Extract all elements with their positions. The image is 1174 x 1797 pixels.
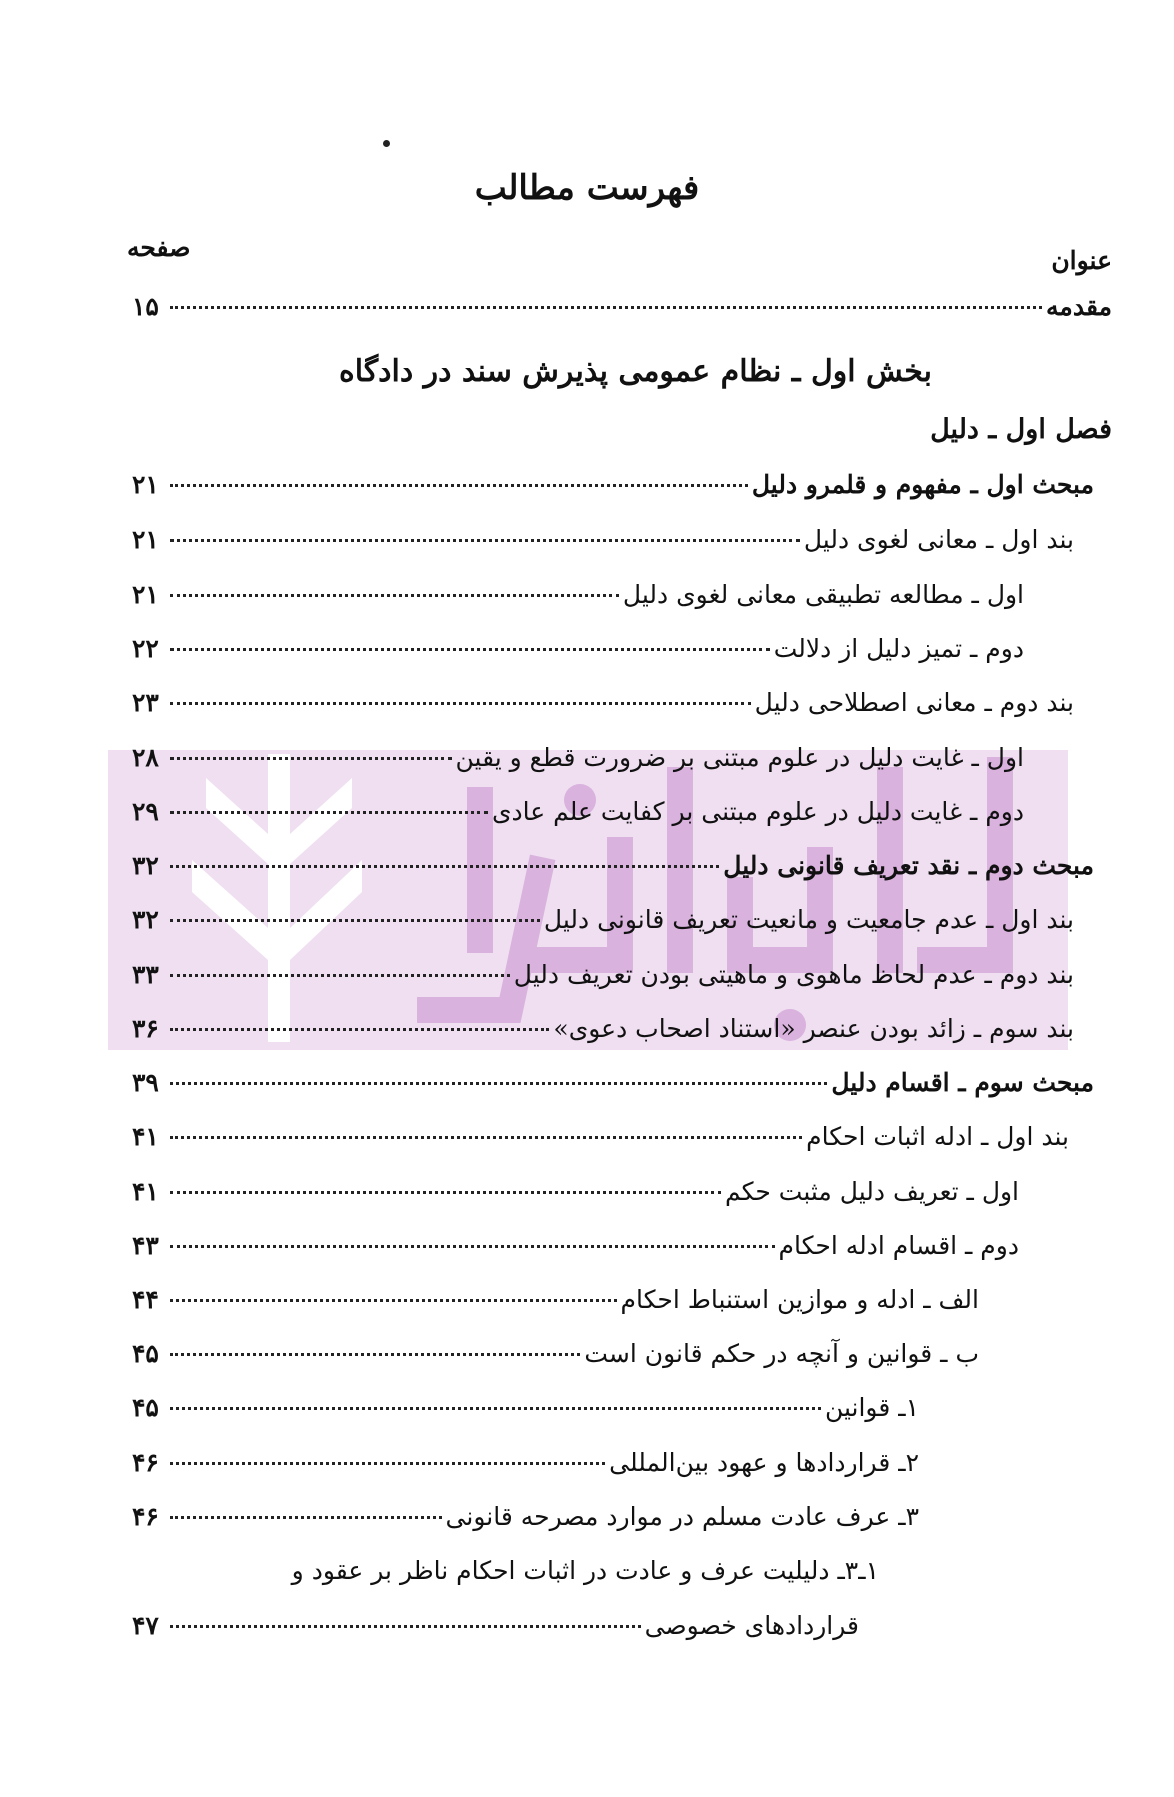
toc-row-intro xyxy=(132,292,1112,332)
toc-row xyxy=(132,580,1024,620)
toc-page-number: ۲۱ xyxy=(132,470,159,499)
dot-leader xyxy=(170,484,748,487)
toc-page-number: ۲۸ xyxy=(132,743,159,772)
toc-row xyxy=(132,634,1024,674)
toc-entry-label: مبحث دوم ـ نقد تعریف قانونی دلیل xyxy=(723,851,1094,880)
toc-row xyxy=(132,851,1094,891)
toc-entry-label: ۳ـ عرف عادت مسلم در موارد مصرحه قانونی xyxy=(445,1502,919,1531)
watermark-wordmark xyxy=(390,740,1050,1060)
toc-page-number: ۳۹ xyxy=(132,1068,159,1097)
toc-page-number: ۴۶ xyxy=(132,1448,159,1477)
dot-leader xyxy=(170,594,619,597)
toc-row-last xyxy=(132,1611,859,1651)
dot-leader xyxy=(170,919,540,922)
toc-row xyxy=(132,1339,979,1379)
dot-leader xyxy=(170,1245,775,1248)
toc-row xyxy=(132,960,1074,1000)
dot-leader xyxy=(170,702,751,705)
toc-entry-label: دوم ـ غایت دلیل در علوم مبتنی بر کفایت علم عادی xyxy=(491,797,1024,826)
toc-row xyxy=(132,1393,919,1433)
toc-row xyxy=(132,688,1074,728)
toc-page-number: ۲۳ xyxy=(132,688,159,717)
dot-leader xyxy=(170,1191,721,1194)
toc-page-number: ۲۱ xyxy=(132,580,159,609)
toc-entry-label: بند اول ـ معانی لغوی دلیل xyxy=(803,525,1074,554)
toc-page-number: ۴۱ xyxy=(132,1177,159,1206)
toc-page-number: ۲۹ xyxy=(132,797,159,826)
dot-leader xyxy=(170,1028,549,1031)
toc-entry-label: مبحث اول ـ مفهوم و قلمرو دلیل xyxy=(751,470,1094,499)
toc-entry-label: بند اول ـ ادله اثبات احکام xyxy=(806,1122,1069,1151)
toc-entry-label: بند سوم ـ زائد بودن عنصر «استناد اصحاب دعوی» xyxy=(553,1014,1074,1043)
toc-page-number: ۴۷ xyxy=(132,1611,159,1640)
dot-leader xyxy=(170,757,452,760)
toc-entry-label: مبحث سوم ـ اقسام دلیل xyxy=(831,1068,1094,1097)
toc-entry-label-line2: قراردادهای خصوصی xyxy=(644,1611,859,1640)
toc-entry-label: بند اول ـ عدم جامعیت و مانعیت تعریف قانونی دلیل xyxy=(543,905,1074,934)
toc-page-number: ۳۲ xyxy=(132,851,159,880)
dot-leader xyxy=(170,306,1042,309)
column-header-page: صفحه xyxy=(127,233,191,262)
toc-row xyxy=(132,797,1024,837)
toc-entry-label: ۲ـ قراردادها و عهود بین‌المللی xyxy=(609,1448,919,1477)
toc-entry-label-line1: ۱ـ۳ـ دلیلیت عرف و عادت در اثبات احکام ناظر بر عقود و xyxy=(291,1556,879,1585)
toc-page-number: ۳۶ xyxy=(132,1014,159,1043)
toc-row xyxy=(132,525,1074,565)
toc-page-number: ۳۲ xyxy=(132,905,159,934)
toc-page-number: ۴۵ xyxy=(132,1339,159,1368)
toc-page-number: ۳۳ xyxy=(132,960,159,989)
dot-leader xyxy=(170,974,510,977)
toc-row xyxy=(132,743,1024,783)
page-title: فهرست مطالب xyxy=(474,168,700,208)
dot-leader xyxy=(170,648,770,651)
toc-entry-label: بند دوم ـ عدم لحاظ ماهوی و ماهیتی بودن تعریف دلیل xyxy=(513,960,1074,989)
toc-entry-label: اول ـ تعریف دلیل مثبت حکم xyxy=(724,1177,1019,1206)
dot-leader xyxy=(170,1625,641,1628)
dot-leader xyxy=(170,1516,442,1519)
ink-dot xyxy=(383,140,390,147)
toc-entry-label: ب ـ قوانین و آنچه در حکم قانون است xyxy=(584,1339,979,1368)
dot-leader xyxy=(170,1136,802,1139)
toc-row xyxy=(132,1014,1074,1054)
toc-page-number: ۴۵ xyxy=(132,1393,159,1422)
toc-entry-label: دوم ـ تمیز دلیل از دلالت xyxy=(773,634,1024,663)
toc-row xyxy=(132,905,1074,945)
toc-entry-label: الف ـ ادله و موازین استنباط احکام xyxy=(620,1285,979,1314)
toc-page-number: ۱۵ xyxy=(132,292,159,321)
toc-entry-label: دوم ـ اقسام ادله احکام xyxy=(778,1231,1019,1260)
toc-entry-label: مقدمه xyxy=(1046,292,1112,321)
toc-entry-label: ۱ـ قوانین xyxy=(824,1393,919,1422)
dot-leader xyxy=(170,1462,605,1465)
toc-row xyxy=(132,1068,1094,1108)
toc-row xyxy=(132,470,1094,510)
toc-row xyxy=(132,1231,1019,1271)
toc-page-number: ۲۲ xyxy=(132,634,159,663)
toc-row xyxy=(132,1502,919,1542)
dot-leader xyxy=(170,1299,617,1302)
toc-page-number: ۴۴ xyxy=(132,1285,159,1314)
toc-row xyxy=(132,1448,919,1488)
toc-row xyxy=(132,1122,1069,1162)
toc-entry-label: اول ـ غایت دلیل در علوم مبتنی بر ضرورت قطع و یقین xyxy=(455,743,1024,772)
section-heading: بخش اول ـ نظام عمومی پذیرش سند در دادگاه xyxy=(338,354,932,389)
dot-leader xyxy=(170,865,719,868)
dot-leader xyxy=(170,811,488,814)
chapter-heading: فصل اول ـ دلیل xyxy=(930,414,1112,445)
column-header-title: عنوان xyxy=(1051,246,1112,275)
dot-leader xyxy=(170,539,800,542)
toc-entry-label: بند دوم ـ معانی اصطلاحی دلیل xyxy=(754,688,1074,717)
toc-page-number: ۴۱ xyxy=(132,1122,159,1151)
watermark-logo xyxy=(192,748,362,1048)
toc-page-number: ۲۱ xyxy=(132,525,159,554)
toc-row xyxy=(132,1285,979,1325)
toc-page-number: ۴۶ xyxy=(132,1502,159,1531)
toc-page-number: ۴۳ xyxy=(132,1231,159,1260)
dot-leader xyxy=(170,1353,580,1356)
dot-leader xyxy=(170,1082,827,1085)
dot-leader xyxy=(170,1407,821,1410)
toc-row xyxy=(132,1177,1019,1217)
toc-entry-label: اول ـ مطالعه تطبیقی معانی لغوی دلیل xyxy=(622,580,1024,609)
